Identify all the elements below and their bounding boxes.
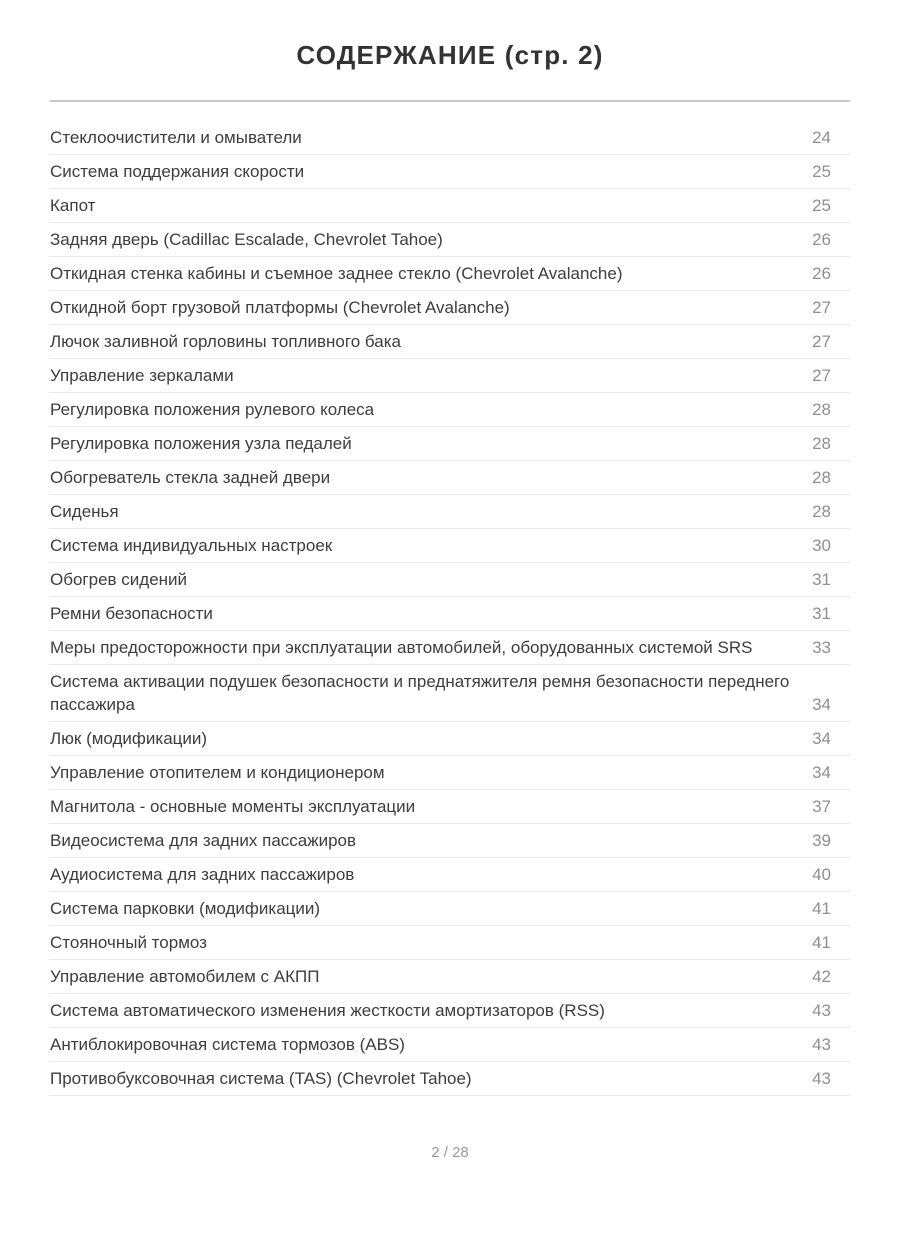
toc-entry-page-number: 41 [812,933,831,952]
toc-entry-page-number: 28 [812,502,831,521]
toc-entry-page-number: 31 [812,570,831,589]
toc-entry[interactable] [50,189,850,223]
toc-entry-page-number: 40 [812,865,831,884]
toc-entry-label: Система автоматического изменения жесткости амортизаторов (RSS) [50,1001,605,1020]
toc-entry-label: Сиденья [50,502,119,521]
toc-entry[interactable] [50,926,850,960]
toc-entry-label: Система поддержания скорости [50,162,305,181]
toc-entry-page-number: 34 [812,695,831,714]
toc-entry[interactable] [50,291,850,325]
toc-entry[interactable] [50,960,850,994]
toc-entry-page-number: 43 [812,1069,831,1088]
toc-entry-page-number: 28 [812,434,831,453]
toc-entry-label: Управление автомобилем с АКПП [50,967,320,986]
toc-list [50,121,850,1096]
toc-entry-label: Аудиосистема для задних пассажиров [50,865,355,884]
toc-entry-label: Магнитола - основные моменты эксплуатации [50,797,416,816]
page-number-indicator: 2 / 28 [431,1144,469,1161]
toc-entry-label: Ремни безопасности [50,604,213,623]
toc-entry-label: Откидная стенка кабины и съемное заднее стекло (Chevrolet Avalanche) [50,264,623,283]
toc-entry-label: Задняя дверь (Cadillac Escalade, Chevrolet Tahoe) [50,230,443,249]
toc-entry[interactable] [50,858,850,892]
toc-entry-label: Откидной борт грузовой платформы (Chevrolet Avalanche) [50,298,510,317]
toc-entry-page-number: 34 [812,729,831,748]
toc-entry-label: Стояночный тормоз [50,933,207,952]
toc-entry[interactable] [50,461,850,495]
toc-entry-label: Управление зеркалами [50,366,234,385]
toc-entry-page-number: 24 [812,128,831,147]
toc-entry-label: Управление отопителем и кондиционером [50,763,385,782]
toc-entry-label: Антиблокировочная система тормозов (ABS) [50,1035,405,1054]
toc-entry-label: Противобуксовочная система (TAS) (Chevrolet Tahoe) [50,1069,472,1088]
toc-entry[interactable] [50,495,850,529]
toc-entry-page-number: 43 [812,1001,831,1020]
toc-entry-page-number: 28 [812,468,831,487]
toc-entry-label: Регулировка положения рулевого колеса [50,400,375,419]
toc-entry[interactable] [50,1028,850,1062]
toc-entry-page-number: 25 [812,196,831,215]
toc-entry-label: Система активации подушек безопасности и преднатяжителя ремня безопасности переднего пассажира [50,672,790,714]
toc-entry[interactable] [50,892,850,926]
toc-entry[interactable] [50,563,850,597]
toc-entry-page-number: 31 [812,604,831,623]
toc-entry-page-number: 26 [812,264,831,283]
toc-entry-page-number: 28 [812,400,831,419]
toc-entry-label: Стеклоочистители и омыватели [50,128,302,147]
toc-entry-label: Обогреватель стекла задней двери [50,468,331,487]
toc-entry[interactable] [50,529,850,563]
toc-entry[interactable] [50,393,850,427]
toc-entry[interactable] [50,223,850,257]
toc-entry[interactable] [50,427,850,461]
toc-entry[interactable] [50,665,850,722]
toc-entry[interactable] [50,325,850,359]
toc-entry-page-number: 43 [812,1035,831,1054]
toc-entry-page-number: 30 [812,536,831,555]
toc-entry[interactable] [50,994,850,1028]
toc-entry[interactable] [50,1062,850,1096]
toc-entry[interactable] [50,257,850,291]
toc-entry-page-number: 41 [812,899,831,918]
toc-entry[interactable] [50,722,850,756]
toc-entry-label: Система индивидуальных настроек [50,536,333,555]
toc-entry-label: Меры предосторожности при эксплуатации автомобилей, оборудованных системой SRS [50,638,753,657]
toc-entry-page-number: 26 [812,230,831,249]
toc-entry-label: Регулировка положения узла педалей [50,434,352,453]
toc-entry-page-number: 25 [812,162,831,181]
title-divider [50,100,850,102]
toc-entry-page-number: 39 [812,831,831,850]
toc-entry[interactable] [50,155,850,189]
toc-entry-page-number: 27 [812,366,831,385]
toc-entry-label: Лючок заливной горловины топливного бака [50,332,401,351]
toc-entry[interactable] [50,790,850,824]
toc-entry-label: Капот [50,196,96,215]
toc-entry-page-number: 33 [812,638,831,657]
page-title: СОДЕРЖАНИЕ (стр. 2) [296,40,604,70]
toc-entry-page-number: 27 [812,332,831,351]
toc-entry-page-number: 37 [812,797,831,816]
toc-entry-page-number: 42 [812,967,831,986]
toc-entry[interactable] [50,756,850,790]
toc-entry[interactable] [50,359,850,393]
toc-entry[interactable] [50,631,850,665]
toc-entry[interactable] [50,121,850,155]
toc-entry[interactable] [50,824,850,858]
toc-entry-label: Система парковки (модификации) [50,899,321,918]
toc-entry-label: Видеосистема для задних пассажиров [50,831,357,850]
toc-entry-page-number: 27 [812,298,831,317]
toc-page [0,40,900,1161]
toc-entry-label: Люк (модификации) [50,729,208,748]
toc-entry[interactable] [50,597,850,631]
toc-entry-page-number: 34 [812,763,831,782]
toc-entry-label: Обогрев сидений [50,570,188,589]
